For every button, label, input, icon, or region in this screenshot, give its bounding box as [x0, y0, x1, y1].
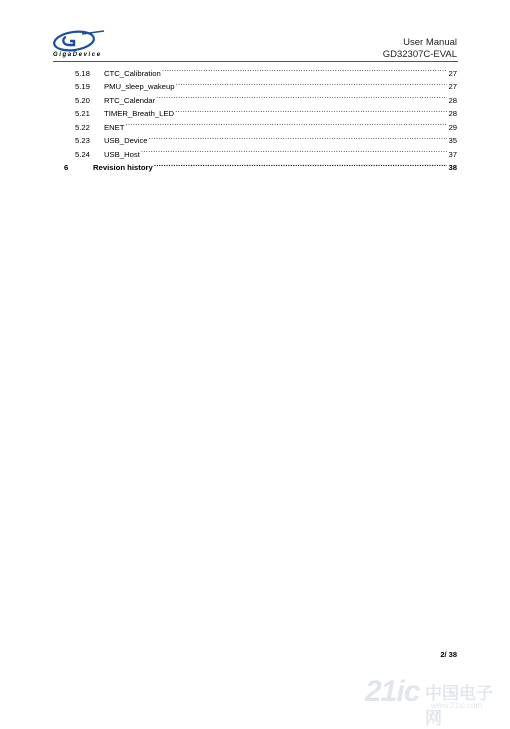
toc-entry-page: 27 — [448, 82, 457, 91]
toc-entry-number: 5.23 — [75, 136, 90, 145]
header-title-line2: GD32307C-EVAL — [382, 49, 457, 60]
toc-entry-title: CTC_Calibration — [104, 68, 161, 78]
logo-swoosh-icon — [52, 28, 108, 54]
table-of-contents — [64, 62, 457, 170]
toc-dot-leader — [175, 103, 447, 117]
toc-entry-number: 5.19 — [75, 82, 90, 91]
gigadevice-logo — [52, 28, 108, 62]
page-number: 2/ 38 — [440, 650, 457, 659]
toc-entry[interactable] — [64, 62, 457, 76]
toc-entry-number: 5.24 — [75, 149, 90, 159]
toc-entry-title: USB_Device — [104, 136, 148, 145]
toc-entry-page: 37 — [448, 149, 457, 159]
watermark-brand: 21ic — [365, 675, 420, 708]
toc-entry-page: 27 — [448, 68, 457, 78]
toc-entry-title: PMU_sleep_wakeup — [104, 82, 175, 91]
toc-entry-number: 6 — [64, 163, 69, 172]
logo-wordmark: GigaDevice — [53, 52, 102, 58]
toc-entry-title: Revision history — [93, 163, 153, 172]
toc-entry-page: 28 — [448, 109, 457, 118]
toc-entry-title: RTC_Calendar — [104, 95, 156, 105]
watermark-cn-text: 中国电子网 — [425, 684, 493, 728]
header-title-line1: User Manual — [403, 37, 457, 48]
toc-entry-number: 5.18 — [75, 68, 90, 78]
toc-entry-title: ENET — [104, 122, 125, 132]
toc-dot-leader — [176, 76, 448, 90]
toc-entry-number: 5.20 — [75, 95, 90, 105]
toc-entry-page: 35 — [448, 136, 457, 145]
toc-entry-number: 5.22 — [75, 122, 90, 132]
watermark-url: www.21ic.com — [431, 701, 483, 710]
toc-dot-leader — [126, 116, 448, 130]
toc-entry-page: 28 — [448, 95, 457, 105]
document-header-title — [383, 37, 457, 61]
toc-entry-number: 5.21 — [75, 109, 90, 118]
toc-dot-leader — [141, 143, 448, 157]
toc-entry-page: 38 — [448, 163, 457, 172]
toc-entry-page: 29 — [448, 122, 457, 132]
toc-entry-title: USB_Host — [104, 149, 140, 159]
toc-entry-title: TIMER_Breath_LED — [104, 109, 175, 118]
toc-dot-leader — [162, 62, 448, 76]
toc-dot-leader — [156, 89, 447, 103]
toc-dot-leader — [154, 157, 448, 171]
toc-dot-leader — [149, 130, 448, 144]
site-watermark — [365, 675, 505, 728]
